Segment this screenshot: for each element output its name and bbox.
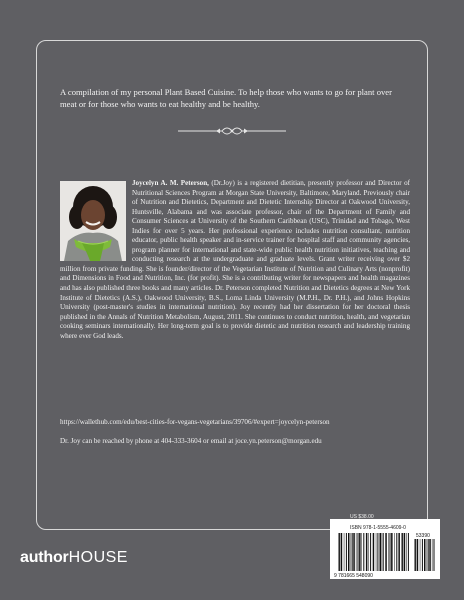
barcode-bar: [427, 539, 428, 571]
expert-link[interactable]: https://wallethub.com/edu/best-cities-for-vegans-vegetarians/39706/#expert=joycelyn-peterson: [60, 418, 330, 426]
barcode-bar: [382, 533, 383, 571]
isbn-text-block: [350, 523, 440, 533]
barcode-bar: [417, 539, 419, 571]
barcode-bar: [401, 533, 402, 571]
divider-ornament-icon: [176, 124, 288, 138]
barcode-bar: [434, 539, 435, 571]
barcode-bar: [428, 539, 429, 571]
barcode-bar: [432, 539, 433, 571]
publisher-logo: [20, 549, 128, 567]
author-bio: [60, 179, 410, 341]
photo-spacer: [60, 179, 132, 263]
barcode-bar: [388, 533, 389, 571]
barcode-bar: [406, 533, 407, 571]
author-name: Joycelyn A. M. Peterson,: [132, 179, 209, 187]
barcode-bar: [341, 533, 343, 571]
price-label: US $38.00: [350, 514, 374, 520]
barcode-bar: [361, 533, 362, 571]
barcode-bar: [398, 533, 400, 571]
barcode-bar: [358, 533, 359, 571]
barcode-bar: [377, 533, 378, 571]
barcode-bar: [402, 533, 403, 571]
barcode-bar: [415, 539, 416, 571]
barcode-bar: [404, 533, 406, 571]
barcode-bar: [344, 533, 345, 571]
intro-text: A compilation of my personal Plant Based Cuisine. To help those who wants to go for plant over meat or for those who wants to eat healthy and be healthy.: [60, 87, 392, 109]
barcode-bar: [356, 533, 357, 571]
barcode-bar: [359, 533, 361, 571]
barcode-bar: [408, 533, 409, 571]
barcode-bar: [420, 539, 421, 571]
barcode-bar: [369, 533, 370, 571]
contact-info: Dr. Joy can be reached by phone at 404-333-3604 or email at joce.yn.peterson@morgan.edu: [60, 437, 322, 445]
barcode-bar: [352, 533, 353, 571]
barcode-digits: 9 781665 548090: [334, 573, 373, 579]
isbn-label: ISBN 978-1-5555-4609-0: [350, 525, 406, 531]
barcode-bar: [366, 533, 368, 571]
barcode-price-code: 53390: [416, 533, 430, 539]
barcode-bar: [422, 539, 423, 571]
publisher-logo-part1: author: [20, 549, 69, 566]
barcode-bar: [424, 539, 426, 571]
barcode-bar: [348, 533, 350, 571]
barcode-bar: [394, 533, 395, 571]
barcode-bar: [380, 533, 382, 571]
barcode-bar: [383, 533, 384, 571]
author-bio-text: (Dr.Joy) is a registered dietitian, presently professor and Director of Nutritional Sciences Program at Morgan State University, Baltimore, Maryland. Previously chair of Nutrition and Dietetics, Department and Dietetic Internship Director at Oakwood University, Huntsville, Alabama and was associate professor, chair of the Department of Family and Consumer Sciences at University of the Southern Caribbean (USC), Trinidad and Tobago, West Indies for over 5 years. Her professional experience includes nutrition consultant, nutrition educator, public health speaker and in-service trainer for hospital staff and community agencies, program planner for international and state-wide public health nutrition initiatives, teaching and conducting research at the undergraduate and graduate levels. Grant writer receiving over $2 million from private funding. She is founder/director of the Vegetarian Institute of Nutrition and Culinary Arts (nonprofit) and Dimensions in Food and Nutrition, Inc. (for profit). She is a contributing writer for newspapers and health magazines and has also published three books and many articles. Dr. Peterson completed Nutrition and Dietetics degrees at New York Institute of Dietetics (A.S.), Oakwood University, B.S., Loma Linda University (M.P.H., Dr. P.H.), and Johns Hopkins University (post-master's studies in international nutrition). Joy recently had her dissertation for her doctoral thesis published in the Annals of Nutrition Metabolism, August, 2011. She continues to conduct nutrition, health, and vegetarian cooking seminars internationally. Her long-term goal is to provide dietetic and nutrition research and leadership training where ever God leads.: [60, 179, 410, 340]
barcode-bar: [390, 533, 391, 571]
barcode-bar: [414, 539, 415, 571]
barcode-bar: [346, 533, 347, 571]
barcode-bar: [429, 539, 431, 571]
barcode-bar: [370, 533, 371, 571]
barcode-bar: [376, 533, 377, 571]
publisher-logo-part2: HOUSE: [68, 549, 128, 566]
barcode-bar: [351, 533, 352, 571]
barcode-bar: [353, 533, 355, 571]
barcode-bar: [391, 533, 393, 571]
barcode-bar: [396, 533, 397, 571]
barcode-bar: [338, 533, 339, 571]
barcode-bar: [363, 533, 364, 571]
barcode-bar: [385, 533, 387, 571]
barcode-bar: [339, 533, 340, 571]
barcode-bar: [373, 533, 375, 571]
